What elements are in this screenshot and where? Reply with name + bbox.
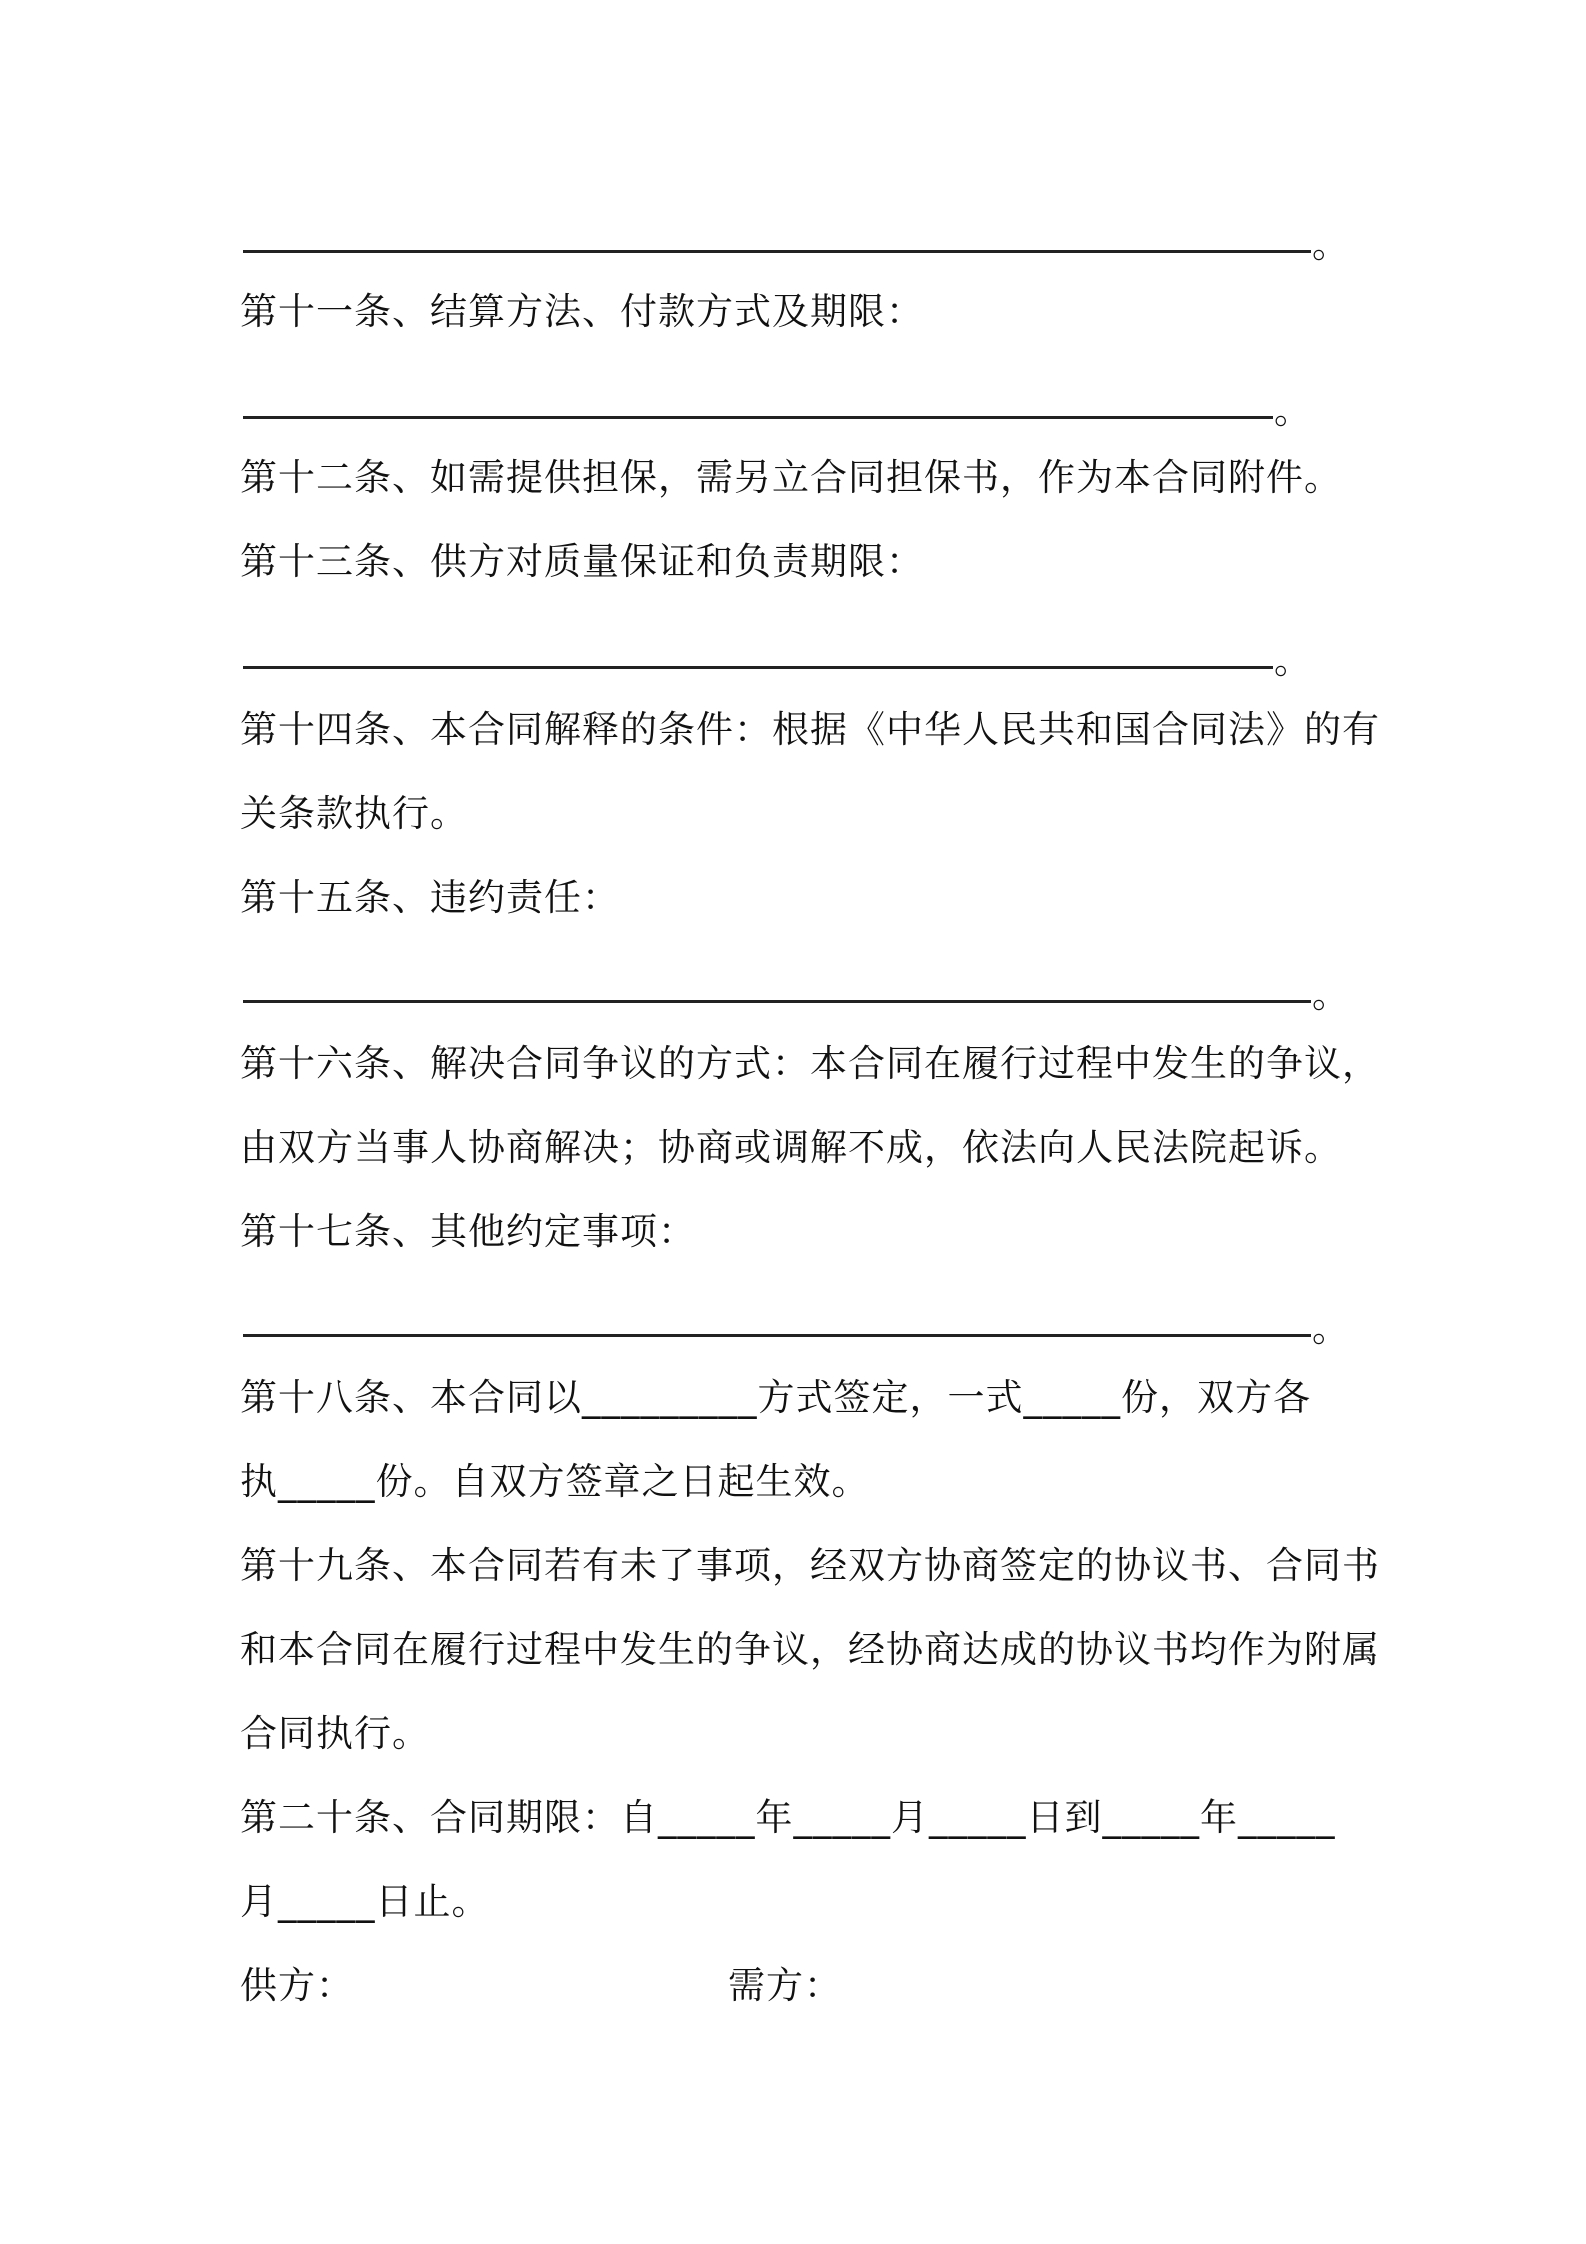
line-period: 。	[1312, 1307, 1349, 1350]
supplier-signature-label: 供方：	[240, 1964, 354, 2007]
article-14-line-2: 关条款执行。	[240, 792, 468, 835]
article-18-line-1: 第十八条、本合同以_________方式签定，一式_____份，双方各	[240, 1376, 1311, 1419]
article-18-line-2: 执_____份。自双方签章之日起生效。	[240, 1460, 870, 1503]
article-16-line-2: 由双方当事人协商解决；协商或调解不成，依法向人民法院起诉。	[240, 1126, 1342, 1169]
article-19-line-3: 合同执行。	[240, 1712, 430, 1755]
buyer-signature-label: 需方：	[728, 1964, 842, 2007]
article-20-line-2: 月_____日止。	[240, 1880, 490, 1923]
article-16-line-1: 第十六条、解决合同争议的方式：本合同在履行过程中发生的争议，	[240, 1042, 1380, 1085]
line-period: 。	[1274, 639, 1311, 682]
article-12: 第十二条、如需提供担保，需另立合同担保书，作为本合同附件。	[240, 456, 1342, 499]
line-period: 。	[1274, 389, 1311, 432]
article-15: 第十五条、违约责任：	[240, 876, 620, 919]
fill-in-line[interactable]	[243, 416, 1273, 419]
article-19-line-2: 和本合同在履行过程中发生的争议，经协商达成的协议书均作为附属	[240, 1628, 1380, 1671]
article-14-line-1: 第十四条、本合同解释的条件：根据《中华人民共和国合同法》的有	[240, 708, 1380, 751]
fill-in-line[interactable]	[243, 1334, 1311, 1337]
article-17: 第十七条、其他约定事项：	[240, 1210, 696, 1253]
fill-in-line[interactable]	[243, 1000, 1311, 1003]
fill-in-line[interactable]	[243, 666, 1273, 669]
article-20-line-1: 第二十条、合同期限：自_____年_____月_____日到_____年_____	[240, 1796, 1336, 1839]
article-13: 第十三条、供方对质量保证和负责期限：	[240, 540, 924, 583]
article-19-line-1: 第十九条、本合同若有未了事项，经双方协商签定的协议书、合同书	[240, 1544, 1380, 1587]
line-period: 。	[1312, 223, 1349, 266]
article-11: 第十一条、结算方法、付款方式及期限：	[240, 290, 924, 333]
fill-in-line[interactable]	[243, 250, 1311, 253]
line-period: 。	[1312, 973, 1349, 1016]
